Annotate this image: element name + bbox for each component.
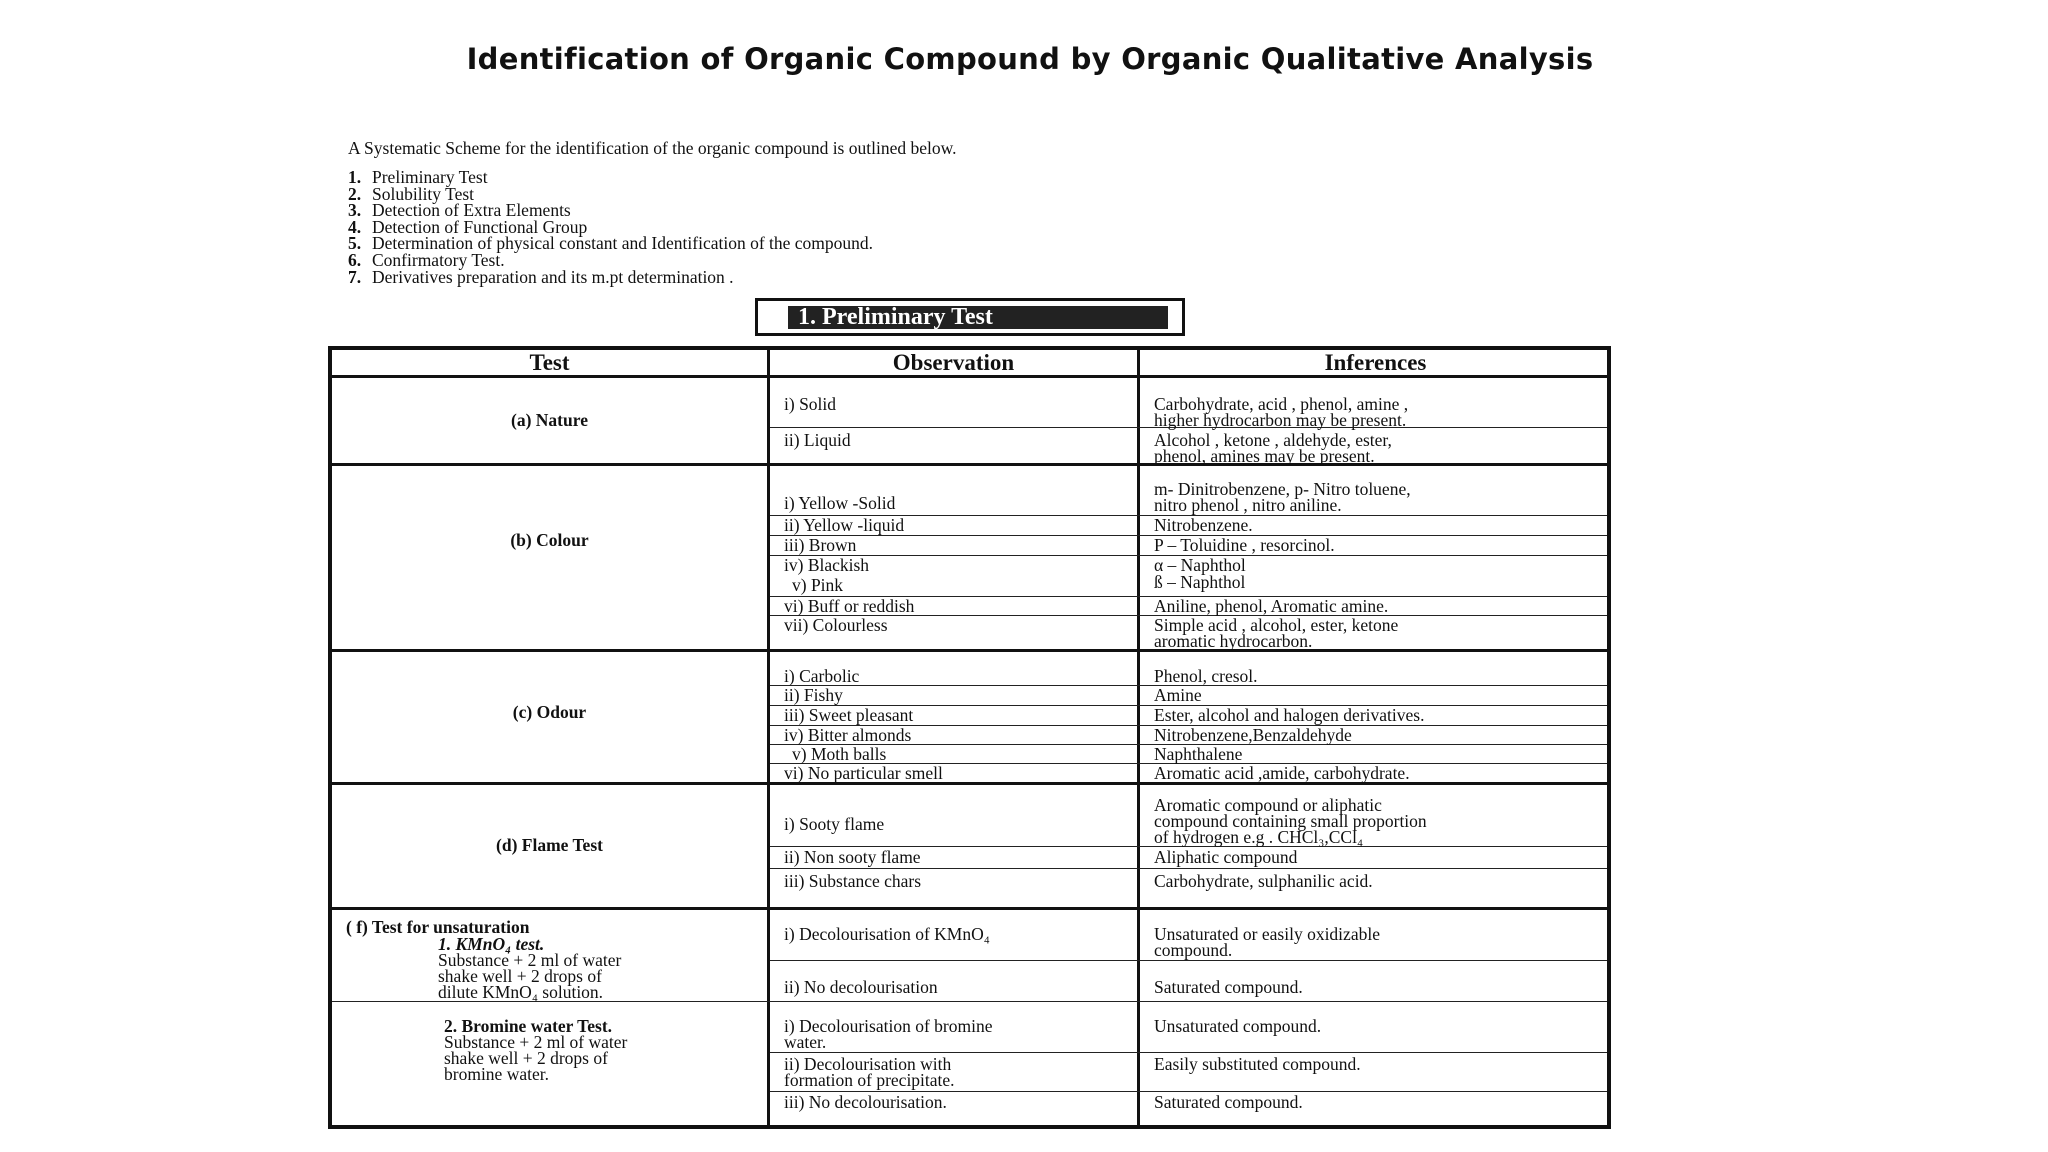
inference-cell: Simple acid , alcohol, ester, ketone bbox=[1154, 615, 1399, 635]
test-label-unsaturation: ( f) Test for unsaturation bbox=[346, 917, 530, 937]
intro-text: A Systematic Scheme for the identification of the organic compound is outlined below. bbox=[348, 138, 957, 158]
bromine-test-step: bromine water. bbox=[444, 1064, 549, 1084]
kmno4-test-title: 1. KMnO₄ test. bbox=[438, 934, 545, 954]
list-item: 5. Determination of physical constant and Identification of the compound. bbox=[348, 233, 874, 254]
sub-row-divider bbox=[770, 1052, 1607, 1053]
test-label-nature: (a) Nature bbox=[511, 410, 588, 430]
observation-cell: ii) Fishy bbox=[784, 685, 843, 705]
observation-cell: iii) No decolourisation. bbox=[784, 1092, 947, 1112]
observation-cell: water. bbox=[784, 1032, 827, 1052]
observation-cell: formation of precipitate. bbox=[784, 1070, 955, 1090]
header-test: Test bbox=[529, 350, 570, 375]
observation-cell: iii) Sweet pleasant bbox=[784, 705, 914, 725]
observation-cell: i) Sooty flame bbox=[784, 814, 885, 834]
observation-cell: iv) Bitter almonds bbox=[784, 725, 912, 745]
steps-list bbox=[348, 169, 873, 285]
bromine-test-step: Substance + 2 ml of water bbox=[444, 1032, 628, 1052]
observation-cell: i) Carbolic bbox=[784, 666, 860, 686]
page-title: Identification of Organic Compound by Organic Qualitative Analysis bbox=[466, 42, 1594, 76]
kmno4-test-step: Substance + 2 ml of water bbox=[438, 950, 622, 970]
inference-cell: Aniline, phenol, Aromatic amine. bbox=[1154, 596, 1389, 616]
inference-cell: Unsaturated or easily oxidizable bbox=[1154, 924, 1380, 944]
header-inferences: Inferences bbox=[1324, 350, 1427, 375]
observation-cell: ii) No decolourisation bbox=[784, 977, 938, 997]
inference-cell: Aromatic compound or aliphatic bbox=[1154, 795, 1382, 815]
inference-cell: Easily substituted compound. bbox=[1154, 1054, 1361, 1074]
sub-row-divider bbox=[770, 868, 1607, 869]
list-item: 6. Confirmatory Test. bbox=[348, 249, 505, 270]
test-label-odour: (c) Odour bbox=[512, 702, 587, 722]
inference-cell: Nitrobenzene. bbox=[1154, 515, 1253, 535]
observation-cell: vi) No particular smell bbox=[784, 763, 943, 783]
row-divider bbox=[332, 782, 1607, 785]
inference-cell: aromatic hydrocarbon. bbox=[1154, 631, 1313, 651]
inference-cell: P – Toluidine , resorcinol. bbox=[1154, 535, 1335, 555]
observation-cell: i) Solid bbox=[784, 394, 837, 414]
inference-cell: compound. bbox=[1154, 940, 1233, 960]
inference-cell: Aliphatic compound bbox=[1154, 847, 1298, 867]
observation-cell: ii) Liquid bbox=[784, 430, 851, 450]
inference-cell: α – Naphthol bbox=[1154, 555, 1246, 575]
inference-cell: Carbohydrate, acid , phenol, amine , bbox=[1154, 394, 1409, 414]
inference-cell: Phenol, cresol. bbox=[1154, 666, 1258, 686]
inference-cell: Saturated compound. bbox=[1154, 1092, 1303, 1112]
observation-cell: v) Pink bbox=[792, 575, 844, 595]
column-divider bbox=[767, 350, 770, 1125]
sub-row-divider bbox=[770, 960, 1607, 961]
observation-cell: iv) Blackish bbox=[784, 555, 870, 575]
inference-cell: Unsaturated compound. bbox=[1154, 1016, 1322, 1036]
observation-cell: ii) Yellow -liquid bbox=[784, 515, 905, 535]
list-item: 1. Preliminary Test bbox=[348, 167, 488, 187]
observation-cell: v) Moth balls bbox=[792, 744, 887, 764]
inference-cell: m- Dinitrobenzene, p- Nitro toluene, bbox=[1154, 479, 1411, 499]
observation-cell: i) Decolourisation of bromine bbox=[784, 1016, 993, 1036]
inference-cell: Aromatic acid ,amide, carbohydrate. bbox=[1154, 763, 1410, 783]
inference-cell: of hydrogen e.g . CHCl₃,CCl₄ bbox=[1154, 827, 1364, 847]
list-item: 2. Solubility Test bbox=[348, 183, 475, 204]
list-item: 7. Derivatives preparation and its m.pt determination . bbox=[348, 266, 734, 287]
inference-cell: Alcohol , ketone , aldehyde, ester, bbox=[1154, 430, 1392, 450]
observation-cell: iii) Brown bbox=[784, 535, 857, 555]
list-item: 3. Detection of Extra Elements bbox=[348, 200, 571, 221]
observation-cell: i) Decolourisation of KMnO₄ bbox=[784, 924, 990, 944]
inference-cell: Naphthalene bbox=[1154, 744, 1243, 764]
row-divider bbox=[332, 907, 1607, 910]
test-label-flame: (d) Flame Test bbox=[496, 835, 603, 855]
row-divider bbox=[332, 463, 1607, 466]
kmno4-test-step: dilute KMnO₄ solution. bbox=[438, 982, 604, 1002]
inference-cell: Nitrobenzene,Benzaldehyde bbox=[1154, 725, 1352, 745]
inference-cell: Ester, alcohol and halogen derivatives. bbox=[1154, 705, 1425, 725]
header-observation: Observation bbox=[892, 350, 1015, 375]
test-label-colour: (b) Colour bbox=[510, 530, 589, 550]
preliminary-test-table bbox=[328, 346, 1611, 1129]
kmno4-test-step: shake well + 2 drops of bbox=[438, 966, 602, 986]
observation-cell: i) Yellow -Solid bbox=[784, 493, 896, 513]
section-heading: 1. Preliminary Test bbox=[788, 306, 1168, 329]
observation-cell: iii) Substance chars bbox=[784, 871, 922, 891]
inference-cell: Carbohydrate, sulphanilic acid. bbox=[1154, 871, 1373, 891]
list-item: 4. Detection of Functional Group bbox=[348, 216, 588, 237]
row-divider bbox=[332, 375, 1607, 378]
section-heading-box bbox=[755, 298, 1185, 336]
observation-cell: vii) Colourless bbox=[784, 615, 888, 635]
inference-cell: Saturated compound. bbox=[1154, 977, 1303, 997]
inference-cell: ß – Naphthol bbox=[1154, 572, 1246, 592]
observation-cell: ii) Non sooty flame bbox=[784, 847, 921, 867]
observation-cell: vi) Buff or reddish bbox=[784, 596, 915, 616]
column-divider bbox=[1137, 350, 1140, 1125]
inference-cell: Amine bbox=[1154, 685, 1202, 705]
inference-cell: higher hydrocarbon may be present. bbox=[1154, 410, 1407, 430]
inference-cell: nitro phenol , nitro aniline. bbox=[1154, 495, 1342, 515]
observation-cell: ii) Decolourisation with bbox=[784, 1054, 952, 1074]
bromine-test-step: shake well + 2 drops of bbox=[444, 1048, 608, 1068]
inference-cell: phenol, amines may be present. bbox=[1154, 446, 1375, 466]
bromine-test-title: 2. Bromine water Test. bbox=[444, 1016, 613, 1036]
row-divider bbox=[332, 649, 1607, 652]
inference-cell: compound containing small proportion bbox=[1154, 811, 1427, 831]
